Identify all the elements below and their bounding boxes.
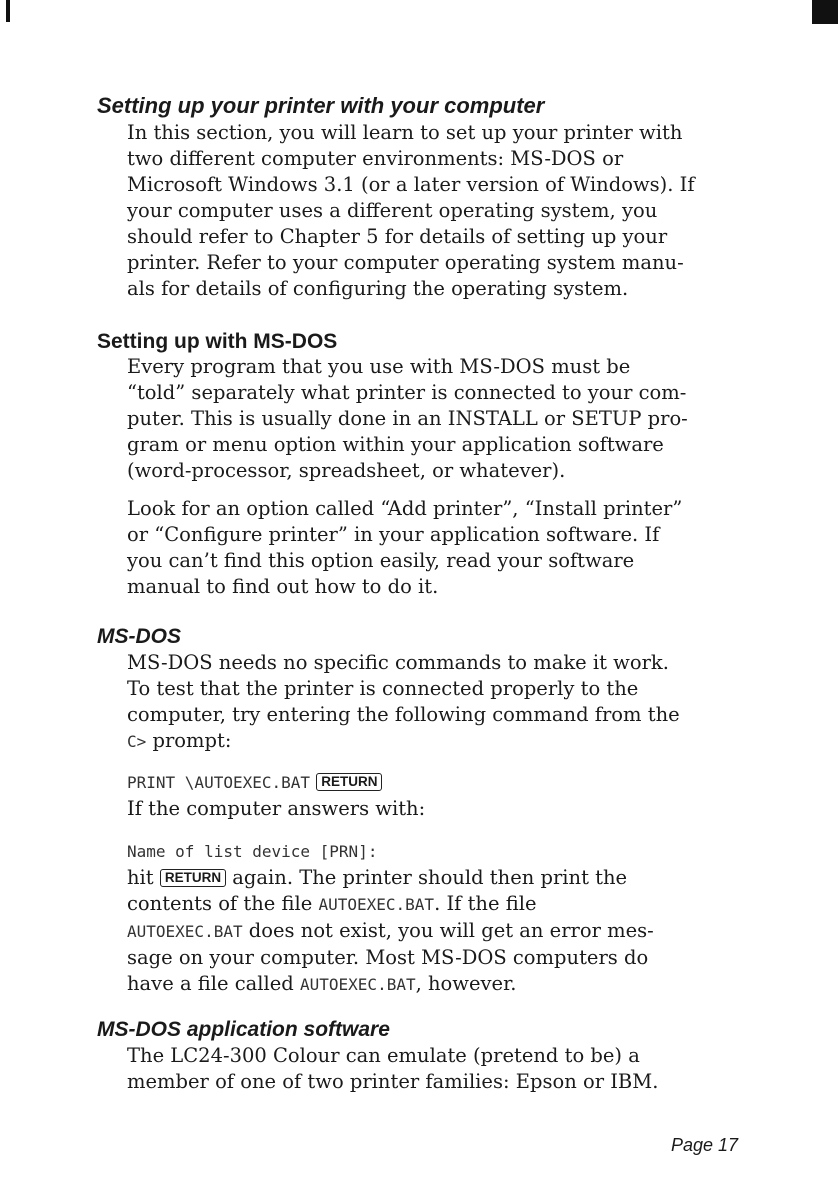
have-text: have a file called [127, 972, 300, 995]
contents-text: contents of the file [127, 892, 319, 915]
prompt-code: C> [127, 732, 147, 751]
text-line: als for details of configuring the operating system. [127, 277, 629, 300]
file-name-code: AUTOEXEC.BAT [318, 895, 435, 914]
text-line [127, 728, 737, 755]
prompt-text: prompt: [146, 729, 232, 752]
text-line: The LC24-300 Colour can emulate (pretend to be) a [127, 1044, 640, 1067]
text-line: member of one of two printer families: Epson or IBM. [127, 1070, 659, 1093]
text-line: “told” separately what printer is connected to your com- [127, 381, 687, 404]
text-line [127, 971, 737, 998]
text-line: printer. Refer to your computer operating system manu- [127, 251, 684, 274]
paragraph-answer [127, 838, 737, 998]
text-line: Look for an option called “Add printer”, “Install printer” [127, 497, 683, 520]
file-name-code: AUTOEXEC.BAT [127, 922, 243, 941]
text-line: In this section, you will learn to set up your printer with [127, 121, 683, 144]
text-line: (word-processor, spreadsheet, or whatever). [127, 459, 566, 482]
text-line: or “Configure printer” in your application software. If [127, 523, 660, 546]
text-line [127, 865, 737, 891]
text-line: MS-DOS needs no specific commands to make it work. [127, 651, 669, 674]
text-line: If the computer answers with: [127, 797, 426, 820]
have-after: , however. [415, 972, 517, 995]
text-line: To test that the printer is connected properly to the [127, 677, 639, 700]
text-line: two different computer environments: MS-DOS or [127, 147, 624, 170]
text-line: computer, try entering the following command from the [127, 703, 680, 726]
text-line: Every program that you use with MS-DOS must be [127, 355, 631, 378]
hit-after: again. The printer should then print the [226, 866, 628, 889]
return-key-icon: RETURN [316, 773, 382, 791]
paragraph-add-printer [127, 496, 737, 600]
section-heading-setup-printer: Setting up your printer with your computer [97, 93, 545, 118]
page-number: Page 17 [671, 1135, 739, 1155]
text-line: puter. This is usually done in an INSTALL or SETUP pro- [127, 407, 688, 430]
scan-edge-mark-left [6, 0, 10, 22]
command-line [127, 769, 737, 822]
text-line: sage on your computer. Most MS-DOS computers do [127, 946, 649, 969]
text-line [127, 891, 737, 918]
text-line: Microsoft Windows 3.1 (or a later version of Windows). If [127, 173, 695, 196]
text-line: gram or menu option within your application software [127, 433, 664, 456]
text-line: should refer to Chapter 5 for details of setting up your [127, 225, 668, 248]
text-line [127, 918, 737, 945]
command-code: PRINT \AUTOEXEC.BAT [127, 773, 311, 792]
answer-code: Name of list device [PRN]: [127, 842, 378, 861]
section-heading-msdos: MS-DOS [97, 625, 181, 648]
file-name-code: AUTOEXEC.BAT [300, 975, 416, 994]
paragraph-setup-intro [127, 120, 737, 302]
paragraph-msdos-programs [127, 354, 737, 484]
section-heading-app-software: MS-DOS application software [97, 1018, 390, 1041]
text-line: manual to find out how to do it. [127, 575, 439, 598]
text-line: you can’t find this option easily, read your software [127, 549, 635, 572]
hit-word: hit [127, 866, 154, 889]
paragraph-msdos-test [127, 650, 737, 755]
section-heading-msdos-setup: Setting up with MS-DOS [97, 330, 338, 353]
paragraph-emulation [127, 1043, 737, 1095]
return-key-icon: RETURN [160, 869, 226, 887]
contents-after: . If the file [434, 892, 537, 915]
text-line: your computer uses a different operating system, you [127, 199, 658, 222]
notexist-text: does not exist, you will get an error mes- [242, 919, 654, 942]
scan-edge-mark-right [812, 0, 838, 24]
text-line [127, 838, 737, 865]
text-line [127, 769, 737, 796]
